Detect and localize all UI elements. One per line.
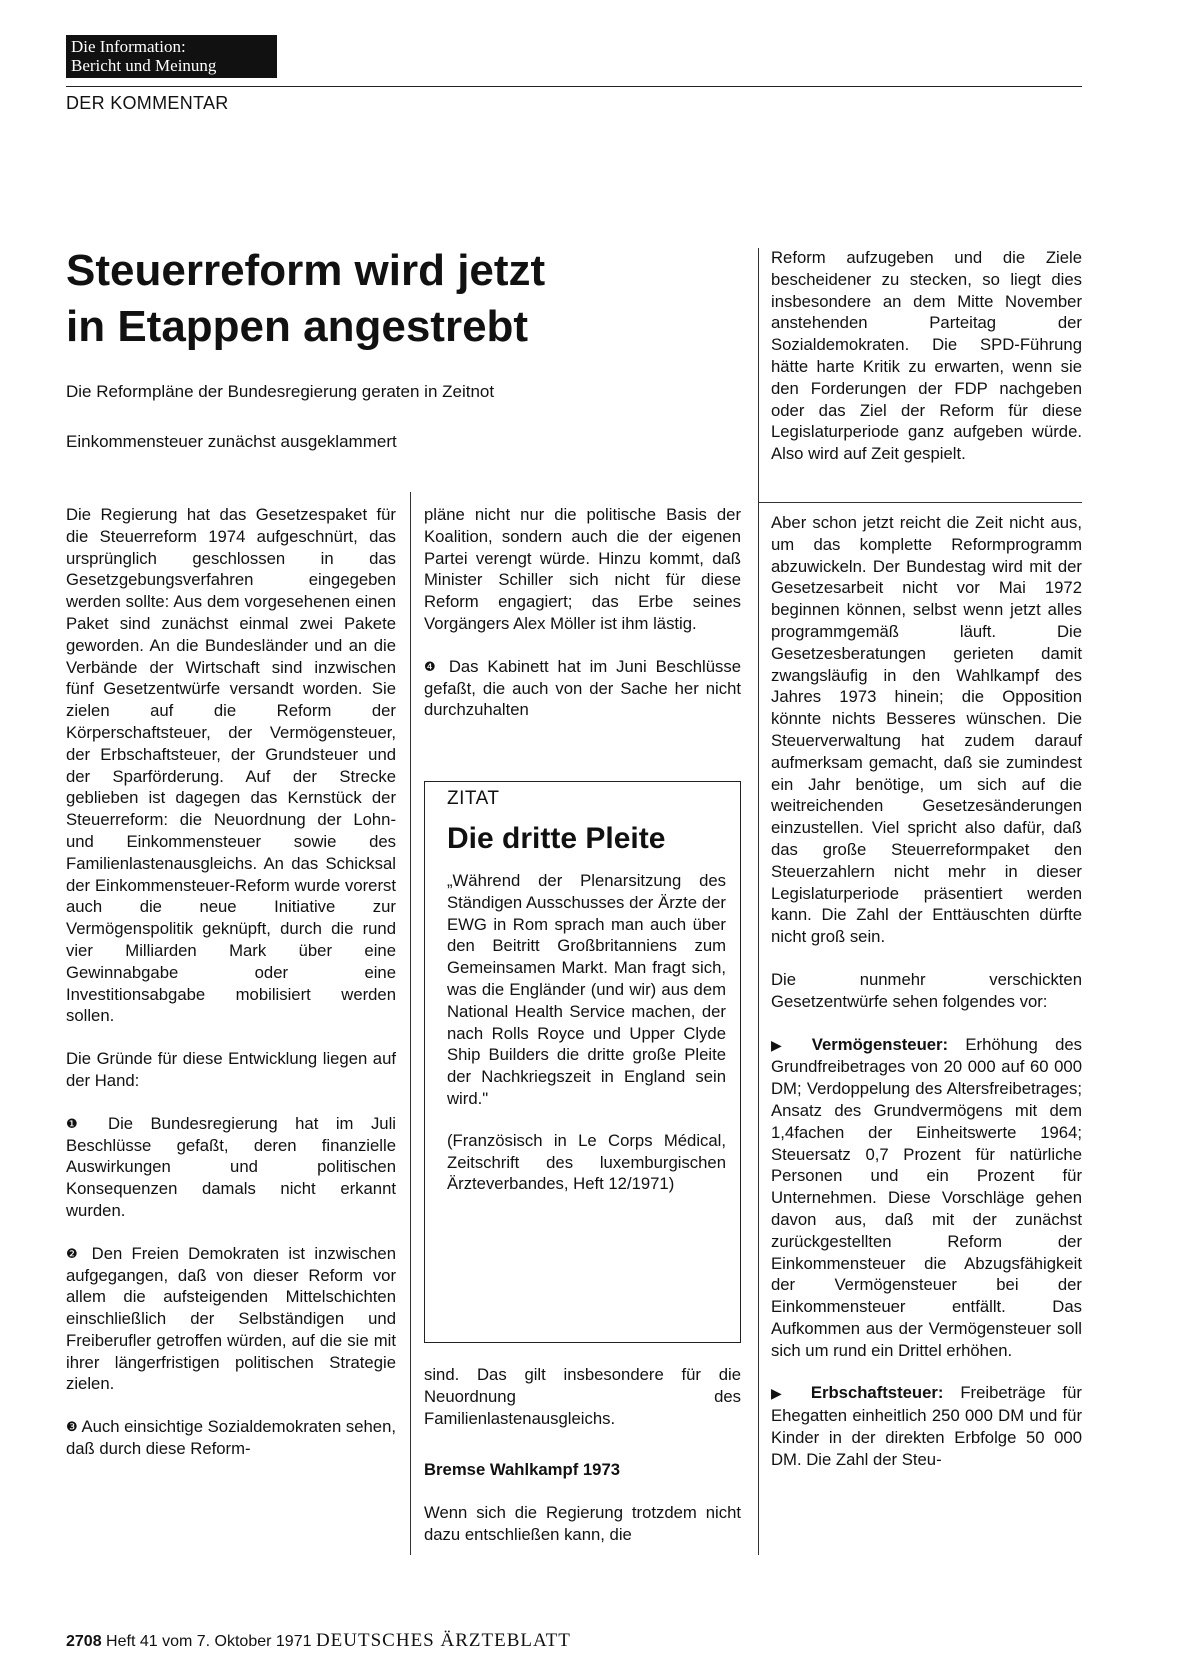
triangle-bullet-icon: ▶ xyxy=(771,1385,794,1402)
subheadline-1: Die Reformpläne der Bundesregierung geraten in Zeitnot xyxy=(66,382,495,401)
triangle-bullet-icon: ▶ xyxy=(771,1036,795,1053)
quote-source: (Französisch in Le Corps Médical, Zeitschrift des luxemburgischen Ärzteverbandes, Heft 12/1971) xyxy=(447,1130,726,1194)
paragraph-text: Die Bundesregierung hat im Juli Beschlüsse gefaßt, deren finanzielle Auswirkungen und politischen Konsequenzen damals nicht erkannt wurden. xyxy=(66,1113,396,1220)
paragraph: Die Regierung hat das Gesetzespaket für die Steuerreform 1974 aufgeschnürt, das ursprünglich geschlossen in das Gesetzgebungsverfahren eingegeben werden sollte: Aus dem vorgesehenen einen Paket sind zunächst einmal zwei Pakete geworden. An die Bundesländer und an die Verbände der Wirtschaft sind inzwischen fünf Gesetzentwürfe versandt worden. Sie zielen auf die Reform der Körperschaftsteuer, der Vermögensteuer, der Erbschaftsteuer, der Grundsteuer und der Sparförderung. Auf der Strecke geblieben ist dagegen das Kernstück der Steuerreform: die Neuordnung der Lohn- und Einkommensteuer sowie des Familienlastenausgleichs. An das Schicksal der Einkommensteuer-Reform wurde vorerst auch die neue Initiative zur Vermögenspolitik geknüpft, durch die rund vier Milliarden Mark über eine Gewinnabgabe oder eine Investitionsabgabe mobilisiert werden sollen. xyxy=(66,505,396,1026)
headline xyxy=(66,243,706,355)
paragraph-text: Den Freien Demokraten ist inzwischen aufgegangen, daß von dieser Reform vor allem die aufsteigenden Mittelschichten einschließlich der Selbständigen und Freiberufler getroffen würden, auf die sie mit ihrer längerfristigen politischen Strategie zielen. xyxy=(66,1243,396,1394)
paragraph-text: Erhöhung des Grundfreibetrages von 20 000 auf 60 000 DM; Verdoppelung des Altersfreibetrages; Ansatz des Grundvermögens mit dem 1,4fachen der Einheitswerte 1964; Steuersatz 0,7 Prozent für natürliche Personen und ein Prozent für Unternehmen. Diese Vorschläge gehen davon aus, daß mit der zunächst zurückgestellten Reform der Einkommensteuer die Abzugsfähigkeit der Vermögensteuer bei der Einkommensteuer entfällt. Das Aufkommen aus der Vermögensteuer soll sich um rund ein Drittel erhöhen. xyxy=(771,1034,1082,1360)
bullet-lead: Erbschaftsteuer: xyxy=(810,1383,944,1403)
number-3-icon: ❸ xyxy=(66,1419,78,1435)
headline-line-1: Steuerreform wird jetzt xyxy=(66,246,546,295)
subheadline-2: Einkommensteuer zunächst ausgeklammert xyxy=(66,432,397,451)
quote-label: ZITAT xyxy=(447,788,500,809)
paragraph: Die Gründe für diese Entwicklung liegen auf der Hand: xyxy=(66,1049,396,1090)
bullet-lead: Vermögensteuer: xyxy=(811,1034,949,1054)
column-rule-3-top xyxy=(758,502,1082,503)
headline-line-2: in Etappen angestrebt xyxy=(66,302,529,351)
page-number: 2708 xyxy=(66,1633,102,1650)
paragraph: Wenn sich die Regierung trotzdem nicht dazu entschließen kann, die xyxy=(424,1503,741,1544)
article-column-2-top xyxy=(424,504,741,721)
paragraph-text: Auch einsichtige Sozialdemokraten sehen, daß durch diese Reform- xyxy=(66,1417,396,1459)
section-subhead: Bremse Wahlkampf 1973 xyxy=(424,1460,621,1480)
numbered-paragraph xyxy=(66,1243,396,1396)
rubric-badge xyxy=(66,35,277,78)
bullet-paragraph xyxy=(771,1034,1082,1362)
paragraph-text: Das Kabinett hat im Juni Beschlüsse gefaßt, die auch von der Sache her nicht durchzuhalten xyxy=(424,656,741,720)
bullet-paragraph xyxy=(771,1382,1082,1470)
column-rule-2 xyxy=(758,248,759,1555)
paragraph: sind. Das gilt insbesondere für die Neuordnung des Familienlastenausgleichs. xyxy=(424,1365,741,1428)
page-footer xyxy=(66,1630,571,1652)
paragraph: Aber schon jetzt reicht die Zeit nicht aus, um das komplette Reformprogramm abzuwickeln. Der Bundestag wird mit der Gesetzesarbeit nicht vor Mai 1972 beginnen können, selbst wenn jetzt alles programmgemäß läuft. Die Gesetzesberatungen gerieten damit zwangsläufig in den Wahlkampf des Jahres 1973 hinein; die Opposition könnte nichts Besseres wünschen. Die Steuerverwaltung hat zudem darauf aufmerksam gemacht, daß sie zumindest ein Jahr benötige, um sich auf die weitreichenden Gesetzesänderungen einzustellen. Viel spricht also dafür, daß das große Steuerreformpaket den Steuerzahlern nicht mehr in dieser Legislaturperiode präsentiert werden kann. Die Zahl der Enttäuschten dürfte nicht groß sein. xyxy=(771,513,1082,947)
rubric-line-2: Bericht und Meinung xyxy=(71,56,217,75)
article-column-3 xyxy=(771,512,1082,1471)
article-column-3-top xyxy=(771,247,1082,465)
magazine-name: DEUTSCHES ÄRZTEBLATT xyxy=(315,1630,571,1651)
numbered-paragraph xyxy=(424,656,741,721)
number-2-icon: ❷ xyxy=(66,1245,83,1261)
article-column-2-bottom xyxy=(424,1364,741,1546)
paragraph: Die nunmehr verschickten Gesetzentwürfe sehen folgendes vor: xyxy=(771,969,1082,1011)
number-1-icon: ❶ xyxy=(66,1115,91,1131)
rubric-line-1: Die Information: xyxy=(71,37,186,56)
numbered-paragraph xyxy=(66,1113,396,1222)
paragraph: Reform aufzugeben und die Ziele bescheidener zu stecken, so liegt dies insbesondere an dem Mitte November anstehenden Parteitag der Sozialdemokraten. Die SPD-Führung hätte harte Kritik zu erwarten, wenn sie den Forderungen der FDP nachgeben oder das Ziel der Reform für diese Legislaturperiode ganz aufgeben würde. Also wird auf Zeit gespielt. xyxy=(771,248,1082,464)
numbered-paragraph xyxy=(66,1416,396,1460)
number-4-icon: ❹ xyxy=(424,658,440,674)
quote-title: Die dritte Pleite xyxy=(447,822,666,855)
quote-text: „Während der Plenarsitzung des Ständigen Ausschusses der Ärzte der EWG in Rom sprach man auch über den Beitritt Großbritanniens zum Gemeinsamen Markt. Man fragt sich, was die Engländer (und wir) aus dem National Health Service machen, der nach Rolls Royce und Upper Clyde Ship Builders die dritte große Pleite der Nachkriegszeit in England sein wird." xyxy=(447,871,726,1108)
section-label: DER KOMMENTAR xyxy=(66,93,229,113)
paragraph-text: Freibeträge für Ehegatten einheitlich 250 000 DM und für Kinder in der direkten Erbfolge 50 000 DM. Die Zahl der Steu- xyxy=(771,1383,1082,1469)
issue-info: Heft 41 vom 7. Oktober 1971 xyxy=(106,1633,312,1650)
paragraph: pläne nicht nur die politische Basis der Koalition, sondern auch die der eigenen Partei verengt würde. Hinzu kommt, daß Minister Schiller sich nicht für diese Reform engagiert; das Erbe seines Vorgängers Alex Möller ist ihm lästig. xyxy=(424,505,741,633)
quote-box xyxy=(424,781,741,1343)
header-rule xyxy=(66,86,1082,87)
article-column-1 xyxy=(66,504,396,1460)
column-rule-1 xyxy=(410,492,411,1555)
